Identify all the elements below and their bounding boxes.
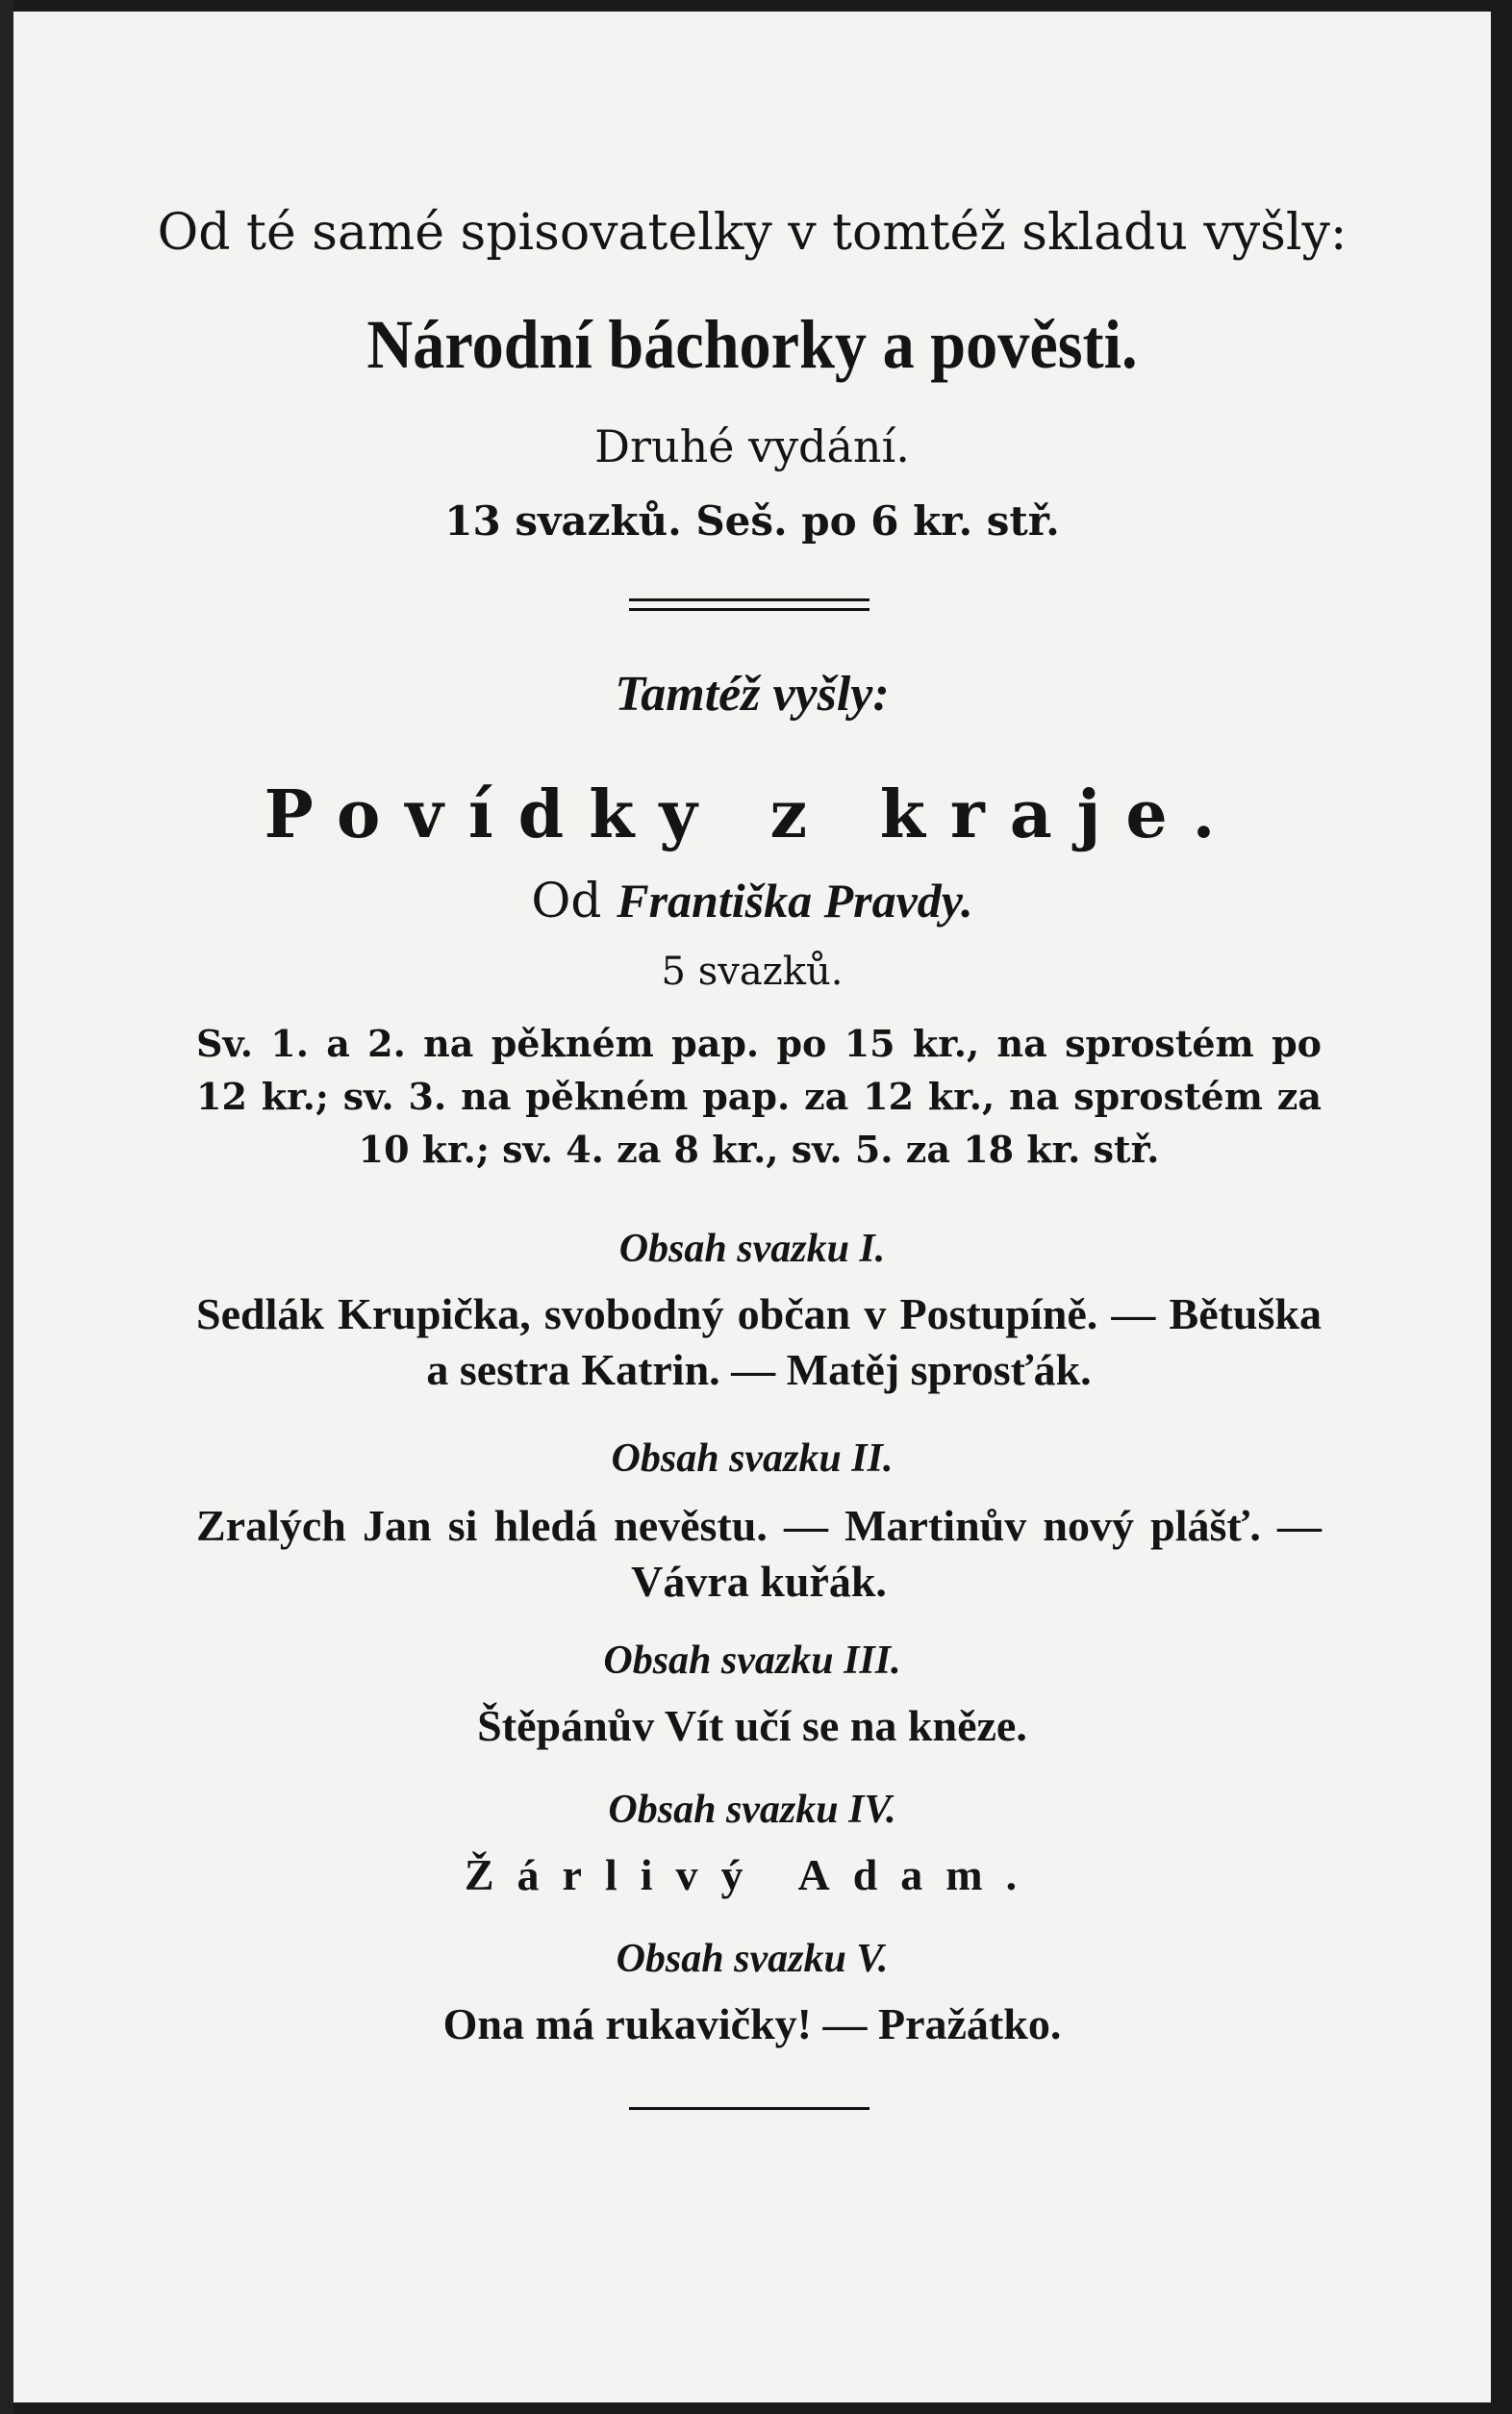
section-heading: Tamtéž vyšly: [615,667,890,722]
document-page [13,12,1491,2402]
contents-heading-3: Obsah svazku III. [603,1639,901,1683]
closing-rule [629,2107,869,2110]
book1-edition: Druhé vydání. [594,420,910,472]
book1-price: 13 svazků. Seš. po 6 kr. stř. [444,497,1060,545]
book2-volumes: 5 svazků. [661,950,844,994]
book-spine [0,0,13,2414]
contents-text-2: Zralých Jan si hledá nevěstu. — Martinův nový plášť. — Vávra kuřák. [196,1501,1322,1606]
contents-text-5: Ona má rukavičky! — Pražátko. [442,1999,1062,2048]
book2-title: Povídky z kraje. [264,776,1241,853]
book1-title: Národní báchorky a pověsti. [366,306,1138,383]
contents-text-3: Štěpánův Vít učí se na kněze. [477,1701,1027,1750]
author-name: Františka Pravdy. [617,874,973,927]
intro-line: Od té samé spisovatelky v tomtéž skladu vyšly: [157,204,1348,262]
contents-text-4: Žárlivý Adam. [464,1850,1041,1899]
double-rule-bottom [629,608,869,611]
contents-heading-2: Obsah svazku II. [611,1436,894,1481]
contents-heading-1: Obsah svazku I. [618,1227,886,1271]
contents-heading-4: Obsah svazku IV. [608,1788,896,1832]
double-rule-top [629,598,869,601]
book2-prices: Sv. 1. a 2. na pěkném pap. po 15 kr., na sprostém po 12 kr.; sv. 3. na pěkném pap. za 12 kr., na sprostém za 10 kr.; sv. 4. za 8 kr., sv. 5. za 18 kr. stř. [196,1022,1322,1171]
author-prefix: Od [531,873,602,928]
book2-author [13,873,1491,928]
contents-text-1: Sedlák Krupička, svobodný občan v Postupíně. — Bětuška a sestra Katrin. — Matěj sprosťák. [196,1289,1322,1394]
contents-heading-5: Obsah svazku V. [616,1937,889,1981]
